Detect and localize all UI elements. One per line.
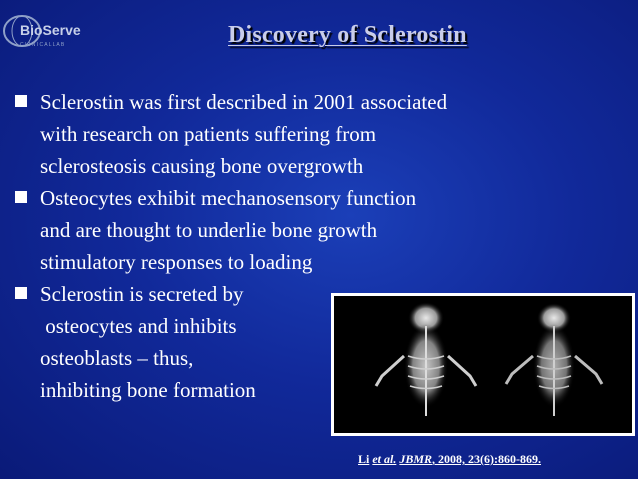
bullet-line: sclerosteosis causing bone overgrowth (40, 154, 364, 178)
bioserve-logo (0, 4, 118, 52)
bullet-line: Sclerostin was first described in 2001 associated (40, 90, 448, 114)
slide-title: Discovery of Sclerostin (228, 22, 467, 48)
bullet-line: inhibiting bone formation (40, 378, 256, 402)
mouse-skeleton-left (376, 302, 476, 416)
square-bullet-icon (15, 287, 27, 299)
bullet-line: with research on patients suffering from (40, 122, 377, 146)
mouse-xray-image (331, 293, 635, 436)
citation-link[interactable] (358, 452, 541, 467)
logo-tagline: C L I N I C A L L A B (20, 42, 65, 48)
citation-details: , 2008, 23(6):860-869. (432, 452, 542, 466)
bullet-line: Osteocytes exhibit mechanosensory function (40, 186, 417, 210)
square-bullet-icon (15, 191, 27, 203)
bullet-line: and are thought to underlie bone growth (40, 218, 378, 242)
logo-text: BioServe (20, 22, 81, 38)
bullet-line: stimulatory responses to loading (40, 250, 313, 274)
xray-illustration (334, 296, 632, 433)
bullet-line: Sclerostin is secreted by (40, 282, 244, 306)
logo-mark (0, 4, 118, 52)
bullet-line: osteocytes and inhibits (40, 314, 237, 338)
citation-author: Li (358, 452, 370, 466)
bullet-item-2 (0, 182, 600, 278)
square-bullet-icon (15, 95, 27, 107)
citation-etal: et al. (372, 452, 397, 466)
bullet-item-1 (0, 86, 600, 182)
bullet-line: osteoblasts – thus, (40, 346, 194, 370)
mouse-skeleton-right (506, 303, 602, 416)
citation-journal: JBMR (399, 452, 433, 466)
